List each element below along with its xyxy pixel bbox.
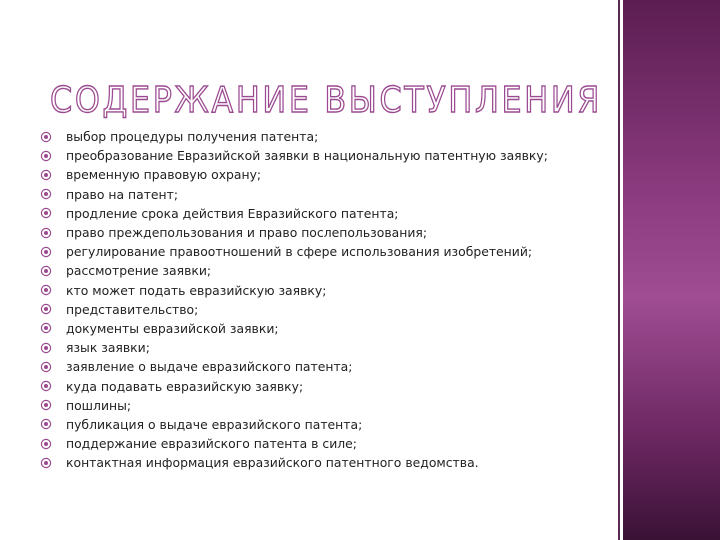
list-item-label: право преждепользования и право послепользования; (66, 225, 427, 241)
list-item (40, 146, 610, 165)
decorative-side-panel (623, 0, 720, 540)
list-item-label: временную правовую охрану; (66, 167, 262, 183)
circled-dot-icon (40, 227, 52, 239)
circled-dot-icon (40, 438, 52, 450)
list-item-label: куда подавать евразийскую заявку; (66, 378, 304, 394)
list-item-label: публикация о выдаче евразийского патента; (66, 416, 363, 432)
list-item (40, 453, 610, 472)
slide-title-text: СОДЕРЖАНИЕ ВЫСТУПЛЕНИЯ (50, 80, 602, 121)
list-item (40, 319, 610, 338)
list-item (40, 204, 610, 223)
list-item-label: преобразование Евразийской заявки в национальную патентную заявку; (66, 148, 548, 164)
list-item-label: пошлины; (66, 397, 132, 413)
list-item (40, 357, 610, 376)
list-item (40, 396, 610, 415)
list-item (40, 415, 610, 434)
list-item-label: представительство; (66, 301, 199, 317)
circled-dot-icon (40, 303, 52, 315)
circled-dot-icon (40, 131, 52, 143)
list-item (40, 434, 610, 453)
list-item (40, 127, 610, 146)
circled-dot-icon (40, 418, 52, 430)
circled-dot-icon (40, 361, 52, 373)
list-item-label: продление срока действия Евразийского патента; (66, 205, 399, 221)
list-item-label: кто может подать евразийскую заявку; (66, 282, 327, 298)
circled-dot-icon (40, 399, 52, 411)
slide-title (48, 72, 608, 122)
circled-dot-icon (40, 342, 52, 354)
list-item-label: выбор процедуры получения патента; (66, 129, 319, 145)
list-item-label: документы евразийской заявки; (66, 320, 279, 336)
list-item-label: регулирование правоотношений в сфере использования изобретений; (66, 244, 533, 260)
list-item (40, 242, 610, 261)
list-item-label: рассмотрение заявки; (66, 263, 212, 279)
list-item-label: поддержание евразийского патента в силе; (66, 436, 357, 452)
circled-dot-icon (40, 188, 52, 200)
list-item-label: контактная информация евразийского патентного ведомства. (66, 455, 479, 471)
list-item (40, 165, 610, 184)
circled-dot-icon (40, 150, 52, 162)
circled-dot-icon (40, 322, 52, 334)
circled-dot-icon (40, 265, 52, 277)
list-item (40, 261, 610, 280)
circled-dot-icon (40, 169, 52, 181)
circled-dot-icon (40, 457, 52, 469)
circled-dot-icon (40, 207, 52, 219)
side-divider (618, 0, 620, 540)
circled-dot-icon (40, 380, 52, 392)
list-item-label: право на патент; (66, 186, 179, 202)
list-item (40, 338, 610, 357)
list-item (40, 281, 610, 300)
list-item-label: язык заявки; (66, 340, 150, 356)
content-list (40, 127, 610, 472)
list-item (40, 185, 610, 204)
list-item (40, 376, 610, 395)
list-item-label: заявление о выдаче евразийского патента; (66, 359, 353, 375)
list-item (40, 300, 610, 319)
circled-dot-icon (40, 284, 52, 296)
circled-dot-icon (40, 246, 52, 258)
list-item (40, 223, 610, 242)
